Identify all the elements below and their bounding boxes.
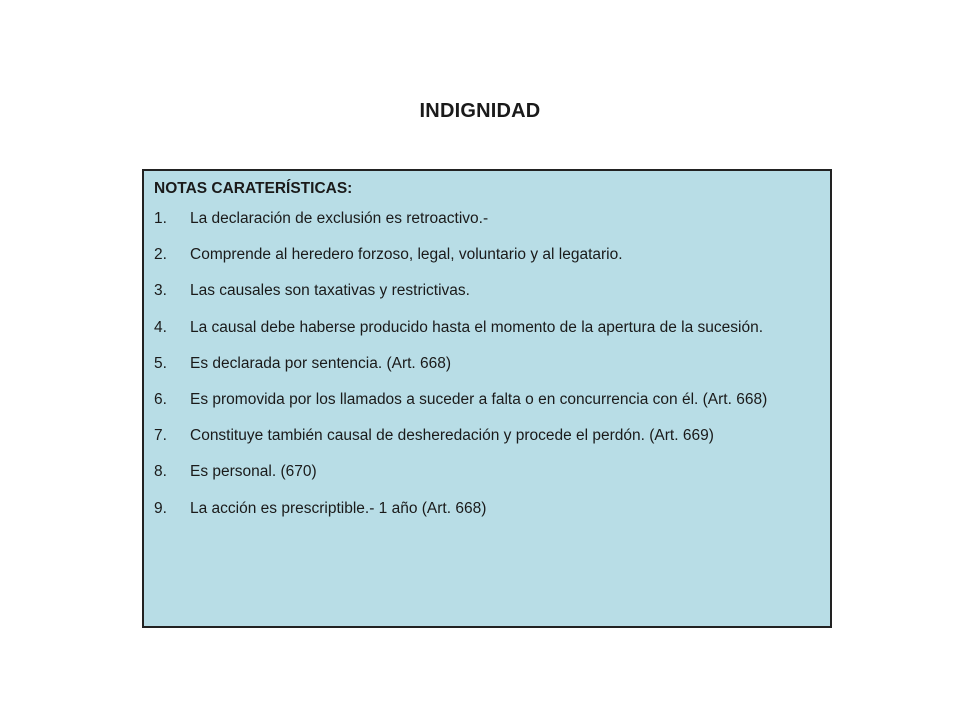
list-item-number: 8. [154,463,167,481]
list-item-number: 1. [154,210,167,227]
list-item-number: 3. [154,282,167,300]
list-item-text: Es promovida por los llamados a suceder a falta o en concurrencia con él. (Art. 668) [190,390,768,408]
list-item-number: 4. [154,318,167,336]
notes-list [154,209,820,519]
list-item-number: 9. [154,499,167,517]
notes-box [142,169,832,628]
list-item [154,318,820,338]
list-item-text: Las causales son taxativas y restrictivas. [190,282,470,300]
list-item-number: 2. [154,246,167,264]
list-item [154,426,820,446]
list-item-number: 6. [154,390,167,408]
list-item-text: Comprende al heredero forzoso, legal, voluntario y al legatario. [190,246,623,264]
list-item-text: Constituye también causal de desheredación y procede el perdón. (Art. 669) [190,427,714,445]
notes-heading: NOTAS CARATERÍSTICAS: [154,180,353,197]
list-item-text: Es personal. (670) [190,463,317,481]
list-item [154,245,820,265]
list-item [154,462,820,482]
list-item [154,390,820,410]
list-item-text: Es declarada por sentencia. (Art. 668) [190,354,452,372]
list-item [154,281,820,301]
list-item [154,354,820,374]
list-item [154,499,820,519]
slide-title-text: INDIGNIDAD [419,100,541,122]
list-item-number: 7. [154,427,167,445]
slide-title [0,100,960,123]
list-item [154,209,820,229]
list-item-number: 5. [154,354,167,372]
list-item-text: La declaración de exclusión es retroactivo.- [190,210,489,227]
list-item-text: La acción es prescriptible.- 1 año (Art. 668) [190,499,487,517]
list-item-text: La causal debe haberse producido hasta el momento de la apertura de la sucesión. [190,318,764,336]
